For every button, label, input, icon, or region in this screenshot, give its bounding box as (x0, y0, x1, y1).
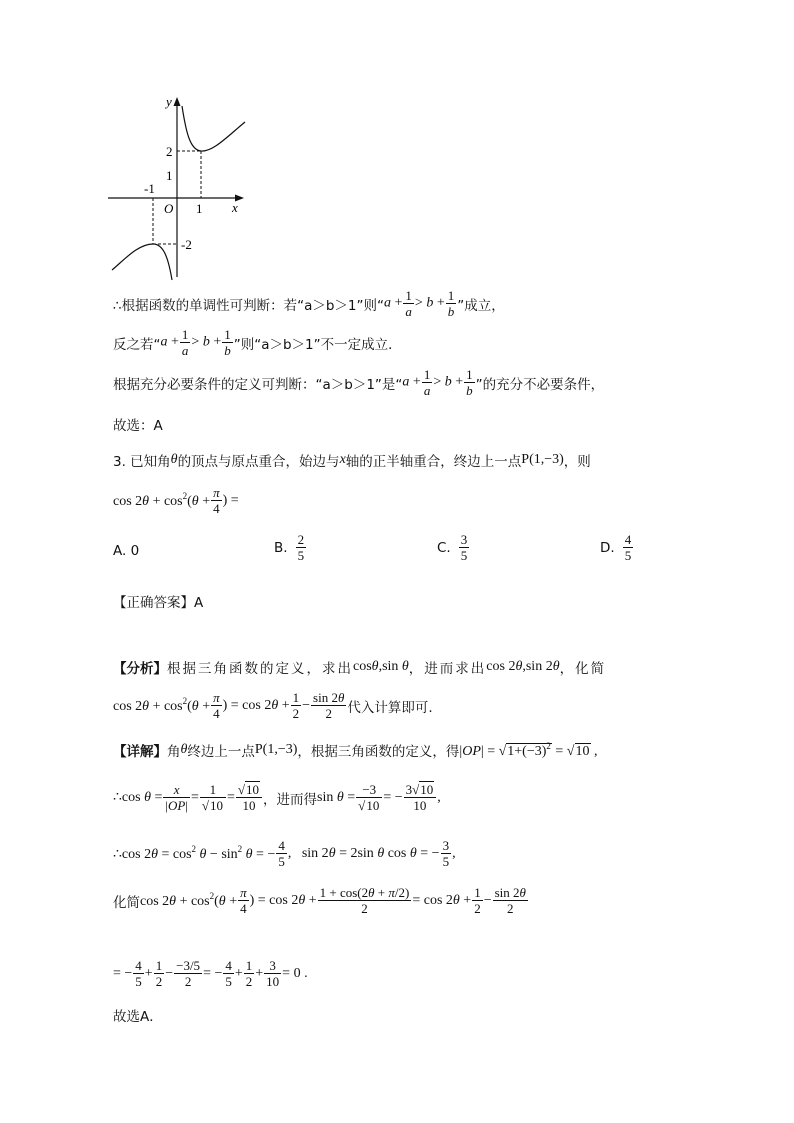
prev-line-2-text-b: ”则“a＞b＞1”不一定成立． (233, 336, 402, 353)
q3-stem-c: 轴的正半轴重合，终边上一点 (345, 454, 522, 470)
detail-a: 角 (167, 744, 181, 760)
prev-line-2-text-a: 反之若“ (113, 336, 161, 353)
option-b-value: $\frac{2}{5}$ (297, 532, 305, 563)
q3-stem-d: ，则 (563, 454, 591, 470)
q3-point: P(1,−3) (521, 452, 564, 467)
prev-line-2-math: a + $\frac{1}{a}$ > b + $\frac{1}{b}$ (160, 327, 231, 358)
curve-right-branch (182, 106, 245, 151)
option-c-label: C. (437, 539, 451, 556)
curve-left-branch (112, 244, 172, 280)
prev-line-3-text-b: ”的充分不必要条件， (475, 376, 605, 393)
x-tick-neg1: -1 (144, 181, 155, 196)
origin-label: O (164, 201, 174, 216)
correct-answer: 【正确答案】A (113, 595, 204, 611)
analysis-tail: 代入计算即可. (347, 699, 433, 716)
option-d-label: D. (600, 539, 615, 556)
x-axis-label: x (232, 200, 238, 215)
analysis-math-2: cos 2θ,sin 2θ (486, 659, 560, 674)
analysis-line-1 (113, 657, 606, 677)
theta-symbol: θ (170, 452, 178, 467)
y-tick-neg2: -2 (181, 237, 192, 252)
y-tick-1: 1 (166, 168, 173, 183)
prev-line-1-text-b: ”成立， (457, 297, 505, 314)
detail-point: P(1,−3) (254, 742, 298, 757)
detail-c: ，根据三角函数的定义，得 (297, 744, 460, 760)
prev-line-2 (113, 327, 402, 358)
detail-line-3: ∴cos $2\theta = \cos^2 \theta - \sin^2 \theta$ = − $\frac{4}{5}$ , sin 2θ = 2sin θ cos θ = − $\frac{3}{5}$ , (113, 838, 456, 869)
analysis-end: ，化简 (559, 661, 607, 677)
simplify-label: 化简 (113, 894, 140, 911)
detail-then: ，进而得 (263, 791, 318, 808)
y-tick-2: 2 (166, 144, 173, 159)
detail-line-4: 化简 $\cos 2\theta + \cos^2(\theta$ + $\frac{\pi}{4}$ ) = cos 2θ + $\frac{1 + \cos(2\theta + \pi/2)}{2}$ = cos 2θ + $\frac{1}{2}$ − $\frac{\sin 2\theta}{2}$ (113, 885, 526, 916)
analysis-text: 根据三角函数的定义，求出 (167, 661, 353, 677)
prev-line-3-math: a + $\frac{1}{a}$ > b + $\frac{1}{b}$ (402, 367, 473, 398)
prev-line-3 (113, 367, 604, 398)
analysis-line-2: $\cos 2\theta + \cos^2(\theta$ + $\frac{\pi}{4}$ ) = cos 2θ + $\frac{1}{2}$ − $\frac{\sin 2\theta}{2}$ 代入计算即可. (113, 690, 433, 721)
prev-line-1-math: a + $\frac{1}{a}$ > b + $\frac{1}{b}$ (384, 288, 455, 319)
function-graph (108, 92, 253, 282)
q3-stem-b: 的顶点与原点重合，始边与 (177, 454, 340, 470)
y-axis-label: y (166, 94, 172, 109)
q3-stem-a: 3. 已知角 (113, 454, 171, 470)
analysis-math-1: cosθ,sin θ (353, 659, 409, 674)
option-d-value: $\frac{4}{5}$ (624, 532, 632, 563)
detail-line-2: ∴cos θ = $\frac{x}{|OP|}$ = $\frac{1}{√10}$ = $\frac{√10}{10}$ ，进而得 sin θ = $\frac{-3}{√10}$ = − $\frac{3√10}{10}$ , (113, 782, 441, 813)
prev-line-3-text-a: 根据充分必要条件的定义可判断：“a＞b＞1”是“ (113, 376, 403, 393)
q3-stem (113, 450, 591, 470)
final-answer: 故选A． (113, 1009, 163, 1025)
detail-line-1 (113, 740, 598, 760)
detail-head: 【详解】 (113, 744, 167, 760)
option-b[interactable] (274, 532, 307, 563)
analysis-head: 【分析】 (113, 661, 167, 677)
option-d[interactable] (600, 532, 634, 563)
option-b-label: B. (274, 539, 288, 556)
option-c[interactable] (437, 532, 470, 563)
detail-op-formula: $|OP| = √1+(-3)^2 = √10$ , (459, 740, 598, 759)
x-tick-1: 1 (196, 201, 203, 216)
detail-b: 终边上一点 (187, 744, 255, 760)
x-symbol: x (339, 452, 346, 467)
prev-line-1-text-a: ∴根据函数的单调性可判断：若“a＞b＞1”则“ (113, 297, 385, 314)
prev-line-1 (113, 288, 505, 319)
detail-line-5: = − $\frac{4}{5}$ + $\frac{1}{2}$ − $\frac{-3/5}{2}$ = − $\frac{4}{5}$ + $\frac{1}{2}$ + $\frac{3}{10}$ = 0 . (113, 958, 308, 989)
prev-line-4: 故选：A (113, 418, 163, 434)
y-axis-arrow (174, 97, 181, 106)
detail-theta: θ (180, 742, 188, 757)
option-c-value: $\frac{3}{5}$ (460, 532, 468, 563)
q3-expression: $\cos 2\theta + \cos^2(\theta$ + $\frac{\pi}{4}$ ) = (113, 485, 239, 516)
option-a[interactable]: A. 0 (113, 543, 140, 559)
analysis-mid: ，进而求出 (408, 661, 487, 677)
